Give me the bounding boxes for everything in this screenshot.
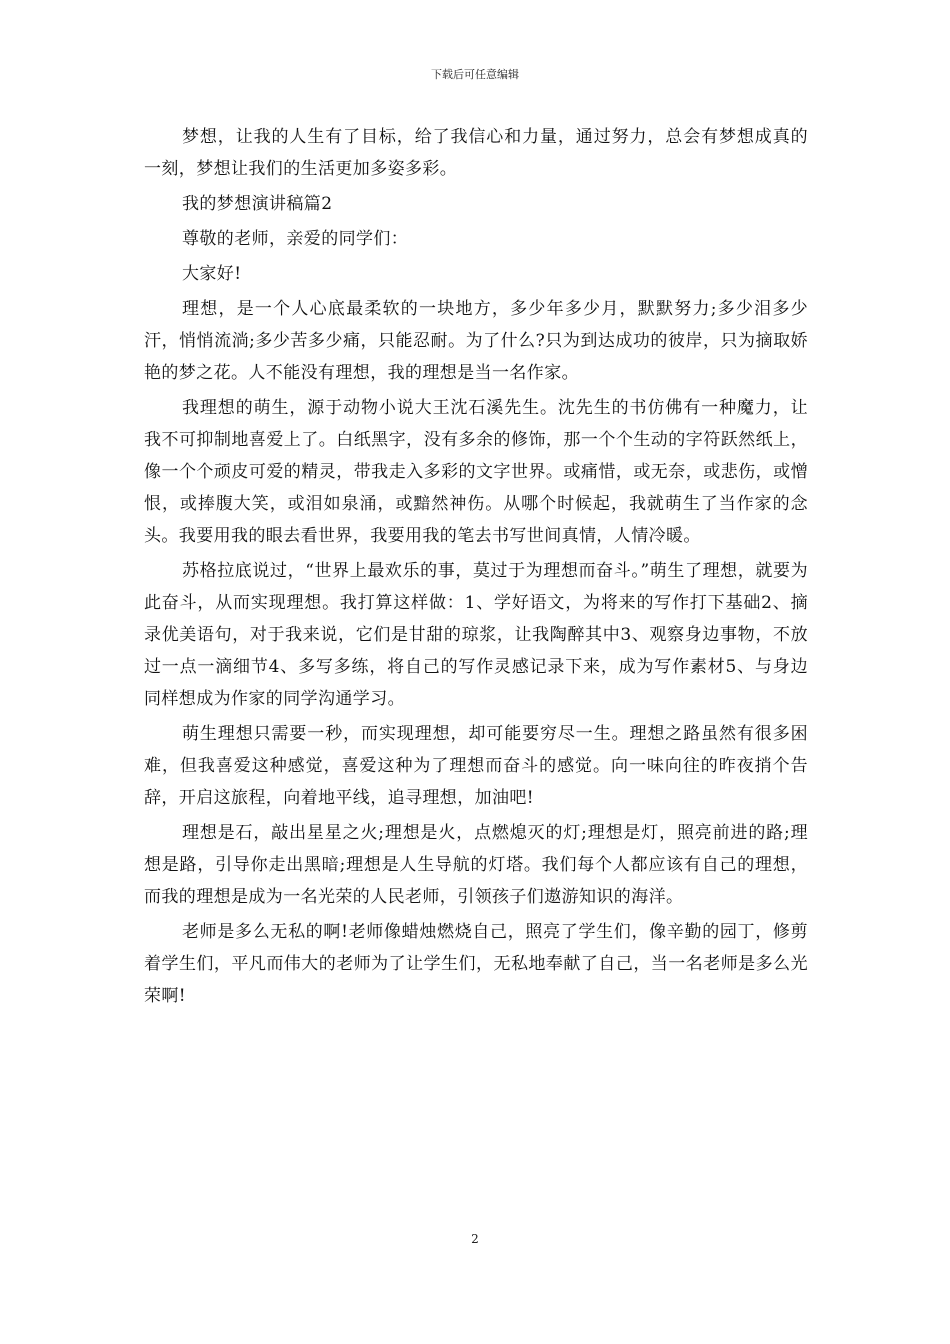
paragraph: 理想是石，敲出星星之火;理想是火，点燃熄灭的灯;理想是灯，照亮前进的路;理想是路，引导你走出黑暗;理想是人生导航的灯塔。我们每个人都应该有自己的理想，而我的理想是成为一名光荣的人民老师，引领孩子们遨游知识的海洋。 [144, 823, 808, 907]
paragraph: 理想，是一个人心底最柔软的一块地方，多少年多少月，默默努力;多少泪多少汗，悄悄流淌;多少苦多少痛，只能忍耐。为了什么?只为到达成功的彼岸，只为摘取娇艳的梦之花。人不能没有理想，我的理想是当一名作家。 [144, 299, 808, 383]
salutation: 尊敬的老师，亲爱的同学们： [182, 229, 409, 249]
paragraph: 苏格拉底说过，“世界上最欢乐的事，莫过于为理想而奋斗。”萌生了理想，就要为此奋斗，从而实现理想。我打算这样做：1、学好语文，为将来的写作打下基础2、摘录优美语句，对于我来说，它们是甘甜的琼浆，让我陶醉其中3、观察身边事物，不放过一点一滴细节4、多写多练，将自己的写作灵感记录下来，成为写作素材5、与身边同样想成为作家的同学沟通学习。 [144, 561, 808, 709]
paragraph: 梦想，让我的人生有了目标，给了我信心和力量，通过努力，总会有梦想成真的一刻，梦想让我们的生活更加多姿多彩。 [144, 127, 808, 179]
paragraph: 萌生理想只需要一秒，而实现理想，却可能要穷尽一生。理想之路虽然有很多困难，但我喜爱这种感觉，喜爱这种为了理想而奋斗的感觉。向一味向往的昨夜捎个告辞，开启这旅程，向着地平线，追寻理想，加油吧! [144, 724, 808, 808]
greeting: 大家好! [182, 264, 242, 284]
page-number: 2 [471, 1232, 479, 1246]
document-body [144, 121, 808, 1015]
section-title: 我的梦想演讲稿篇2 [182, 194, 333, 214]
paragraph: 我理想的萌生，源于动物小说大王沈石溪先生。沈先生的书仿佛有一种魔力，让我不可抑制地喜爱上了。白纸黑字，没有多余的修饰，那一个个生动的字符跃然纸上，像一个个顽皮可爱的精灵，带我走入多彩的文字世界。或痛惜，或无奈，或悲伤，或憎恨，或捧腹大笑，或泪如泉涌，或黯然神伤。从哪个时候起，我就萌生了当作家的念头。我要用我的眼去看世界，我要用我的笔去书写世间真情，人情冷暖。 [144, 398, 808, 546]
page-header: 下载后可任意编辑 [431, 68, 519, 81]
paragraph: 老师是多么无私的啊!老师像蜡烛燃烧自己，照亮了学生们，像辛勤的园丁，修剪着学生们，平凡而伟大的老师为了让学生们，无私地奉献了自己，当一名老师是多么光荣啊! [144, 922, 808, 1006]
